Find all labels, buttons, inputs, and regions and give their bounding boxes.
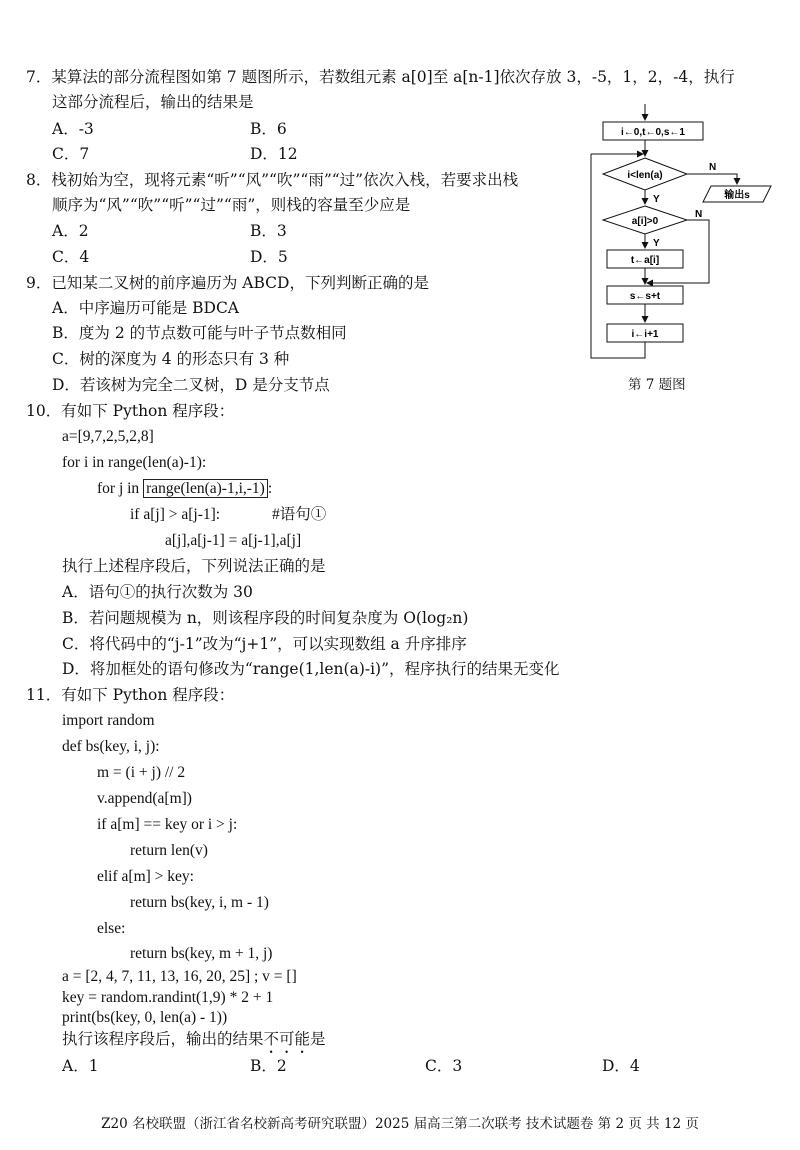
flowchart-step3: i←i+1 — [631, 329, 659, 340]
q10-code-line3-prefix: for j in — [97, 480, 144, 497]
q11-ask-prefix: 执行该程序段后，输出的结果 — [62, 1030, 264, 1048]
page-footer: Z20 名校联盟（浙江省名校新高考研究联盟）2025 届高三第二次联考 技术试题卷 第 2 页 共 12 页 — [101, 1116, 699, 1132]
q8-stem-line1: 8．栈初始为空，现将元素“听”“风”“吹”“雨”“过”依次入栈，若要求出栈 — [26, 171, 519, 189]
q10-boxed-statement: range(len(a)-1,i,-1) — [143, 479, 268, 498]
q11-code-line13: print(bs(key, 0, len(a) - 1)) — [62, 1009, 228, 1026]
q11-stem: 11．有如下 Python 程序段： — [26, 686, 235, 704]
q9-option-c: C．树的深度为 4 的形态只有 3 种 — [52, 350, 290, 368]
q11-code-line12: key = random.randint(1,9) * 2 + 1 — [62, 989, 274, 1006]
q10-code-line2: for i in range(len(a)-1): — [62, 454, 207, 471]
q10-option-d: D．将加框处的语句修改为“range(1,len(a)-i)”，程序执行的结果无变化 — [62, 660, 560, 678]
q10-code-line5: a[j],a[j-1] = a[j-1],a[j] — [165, 532, 302, 549]
flowchart-init: i←0,t←0,s←1 — [621, 127, 685, 138]
q11-code-line3: m = (i + j) // 2 — [97, 764, 186, 781]
q8-option-a: A．2 — [52, 222, 89, 240]
q7-option-a: A．-3 — [52, 120, 94, 138]
flowchart-cond1: i<len(a) — [627, 170, 663, 181]
q11-code-line11: a = [2, 4, 7, 11, 13, 16, 20, 25] ; v = [] — [62, 968, 297, 985]
q9-option-b: B．度为 2 的节点数可能与叶子节点数相同 — [52, 324, 347, 342]
q11-option-d: D．4 — [602, 1057, 640, 1075]
q9-option-a: A．中序遍历可能是 BDCA — [52, 299, 239, 317]
q7-option-c: C．7 — [52, 145, 90, 163]
q10-code-line4-comment: #语句① — [272, 506, 327, 523]
q7-stem-line2: 这部分流程后，输出的结果是 — [52, 93, 254, 111]
q11-code-line1: import random — [62, 712, 155, 729]
flowchart-cond2: a[i]>0 — [631, 216, 659, 227]
flowchart-step1: t←a[i] — [630, 255, 660, 266]
q10-option-c: C．将代码中的“j-1”改为“j+1”，可以实现数组 a 升序排序 — [62, 635, 467, 653]
q8-option-c: C．4 — [52, 248, 90, 266]
q7-stem-line1: 7．某算法的部分流程图如第 7 题图所示，若数组元素 a[0]至 a[n-1]依次存放 3，-5，1，2，-4，执行 — [26, 68, 735, 86]
q11-code-line4: v.append(a[m]) — [97, 790, 192, 807]
q11-option-a: A．1 — [62, 1057, 99, 1075]
flowchart-q7 — [585, 96, 790, 396]
q10-code-line3 — [97, 478, 272, 500]
q9-stem: 9．已知某二叉树的前序遍历为 ABCD，下列判断正确的是 — [26, 274, 429, 292]
flowchart-no-label-2: N — [695, 209, 703, 220]
q11-ask-emphasis: 不可能 — [263, 1030, 311, 1048]
flowchart-yes-label-2: Y — [653, 238, 660, 249]
flowchart-output: 输出s — [724, 190, 750, 201]
q11-code-line5: if a[m] == key or i > j: — [97, 816, 238, 833]
q11-ask — [62, 1028, 326, 1057]
q11-code-line10: return bs(key, m + 1, j) — [130, 945, 273, 962]
q10-ask: 执行上述程序段后，下列说法正确的是 — [62, 557, 326, 575]
q9-option-d: D．若该树为完全二叉树，D 是分支节点 — [52, 376, 330, 394]
flowchart-caption: 第 7 题图 — [628, 377, 686, 393]
q11-option-c: C．3 — [425, 1057, 463, 1075]
q10-code-line1: a=[9,7,2,5,2,8] — [62, 428, 154, 445]
q10-stem: 10．有如下 Python 程序段： — [26, 402, 235, 420]
q10-option-b: B．若问题规模为 n，则该程序段的时间复杂度为 O(log₂n) — [62, 609, 469, 627]
q8-option-b: B．3 — [250, 222, 287, 240]
q8-option-d: D．5 — [250, 248, 288, 266]
q11-option-b: B．2 — [250, 1057, 287, 1075]
q11-code-line9: else: — [97, 920, 126, 937]
q10-code-line4: if a[j] > a[j-1]: — [130, 506, 221, 523]
q10-option-a: A．语句①的执行次数为 30 — [62, 583, 253, 601]
q7-option-d: D．12 — [250, 145, 298, 163]
q10-code-line3-suffix: : — [267, 480, 273, 497]
q11-code-line7: elif a[m] > key: — [97, 868, 194, 885]
q11-ask-suffix: 是 — [310, 1030, 326, 1048]
q11-code-line8: return bs(key, i, m - 1) — [130, 894, 269, 911]
q7-option-b: B．6 — [250, 120, 287, 138]
q11-code-line2: def bs(key, i, j): — [62, 738, 160, 755]
flowchart-no-label-1: N — [709, 162, 717, 173]
q8-stem-line2: 顺序为“风”“吹”“听”“过”“雨”，则栈的容量至少应是 — [52, 196, 411, 214]
flowchart-yes-label-1: Y — [653, 194, 660, 205]
flowchart-step2: s←s+t — [629, 291, 661, 302]
q11-code-line6: return len(v) — [130, 842, 208, 859]
